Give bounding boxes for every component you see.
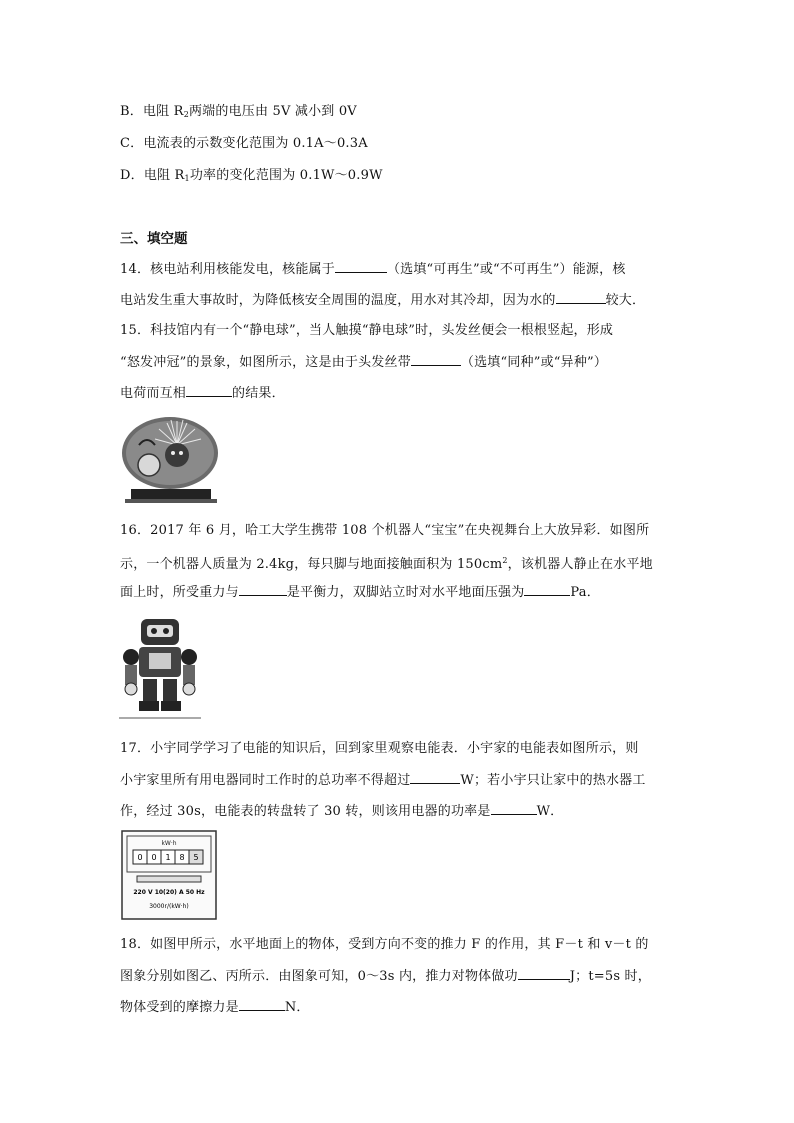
meter-digit-2: 0 — [151, 853, 157, 862]
q16-line3: 面上时，所受重力与 是平衡力，双脚站立时对水平地面压强为 Pa． — [120, 582, 600, 603]
option-d: D．电阻 $R_1$功率的变化范围为 0.1W～0.9W — [120, 168, 383, 183]
q17-line1: 17．小宇同学学习了电能的知识后，回到家里观察电能表．小宇家的电能表如图所示，则 — [120, 741, 639, 756]
q15-line2: “怒发冲冠”的景象，如图所示，这是由于头发丝带 （选填“同种”或“异种”） — [120, 352, 607, 373]
q14-line2: 电站发生重大事故时，为降低核安全周围的温度，用水对其冷却，因为水的 较大． — [120, 290, 645, 311]
q15-blank2[interactable] — [186, 383, 232, 397]
meter-digit-3: 1 — [165, 853, 171, 862]
q15-blank1[interactable] — [411, 352, 461, 366]
q16-line2: 示，一个机器人质量为 2.4kg，每只脚与地面接触面积为 $150cm^2$，该机器人静止在水平地 — [120, 556, 653, 572]
meter-digits — [133, 850, 203, 864]
q17-line3: 作，经过 30s，电能表的转盘转了 30 转，则该用电器的功率是 W． — [120, 801, 563, 822]
q16-blank2[interactable] — [524, 582, 570, 596]
q18-line3: 物体受到的摩擦力是 N． — [120, 997, 310, 1018]
q15-line1: 15．科技馆内有一个“静电球”，当人触摸“静电球”时，头发丝便会一根根竖起，形成 — [120, 323, 614, 338]
q14-line1: 14．核电站利用核能发电，核能属于 （选填“可再生”或“不可再生”）能源，核 — [120, 259, 626, 280]
static-ball-figure — [119, 415, 221, 505]
section-title: 三、填空题 — [120, 231, 188, 247]
q18-line1: 18．如图甲所示，水平地面上的物体，受到方向不变的推力 F 的作用，其 F－t 和 v－t 的 — [120, 937, 649, 952]
option-c: C．电流表的示数变化范围为 0.1A～0.3A — [120, 136, 368, 151]
meter-rating: 220 V 10(20) A 50 Hz — [133, 889, 205, 896]
q17-blank1[interactable] — [410, 770, 460, 784]
meter-unit: kW·h — [161, 840, 177, 847]
meter-constant: 3000r/(kW·h) — [149, 903, 189, 910]
meter-digit-4: 8 — [179, 853, 185, 862]
q16-blank1[interactable] — [239, 582, 287, 596]
q14-blank1[interactable] — [335, 259, 387, 273]
meter-digit-1: 0 — [137, 853, 143, 862]
q17-blank2[interactable] — [491, 801, 537, 815]
q18-blank2[interactable] — [239, 997, 285, 1011]
q14-blank2[interactable] — [556, 290, 606, 304]
meter-digit-5: 5 — [193, 853, 199, 862]
q17-line2: 小宇家里所有用电器同时工作时的总功率不得超过 W；若小宇只让家中的热水器工 — [120, 770, 646, 791]
q16-line1: 16．2017 年 6 月，哈工大学生携带 108 个机器人“宝宝”在央视舞台上大放异彩．如图所 — [120, 523, 650, 538]
electricity-meter-figure — [121, 830, 217, 920]
q18-line2: 图象分别如图乙、丙所示．由图象可知，0～3s 内，推力对物体做功 J；t=5s 时， — [120, 966, 651, 987]
q15-line3: 电荷而互相 的结果． — [120, 383, 285, 404]
robot-figure — [119, 615, 201, 719]
option-b: B．电阻 $R_2$两端的电压由 5V 减小到 0V — [120, 104, 357, 119]
q18-blank1[interactable] — [518, 966, 570, 980]
